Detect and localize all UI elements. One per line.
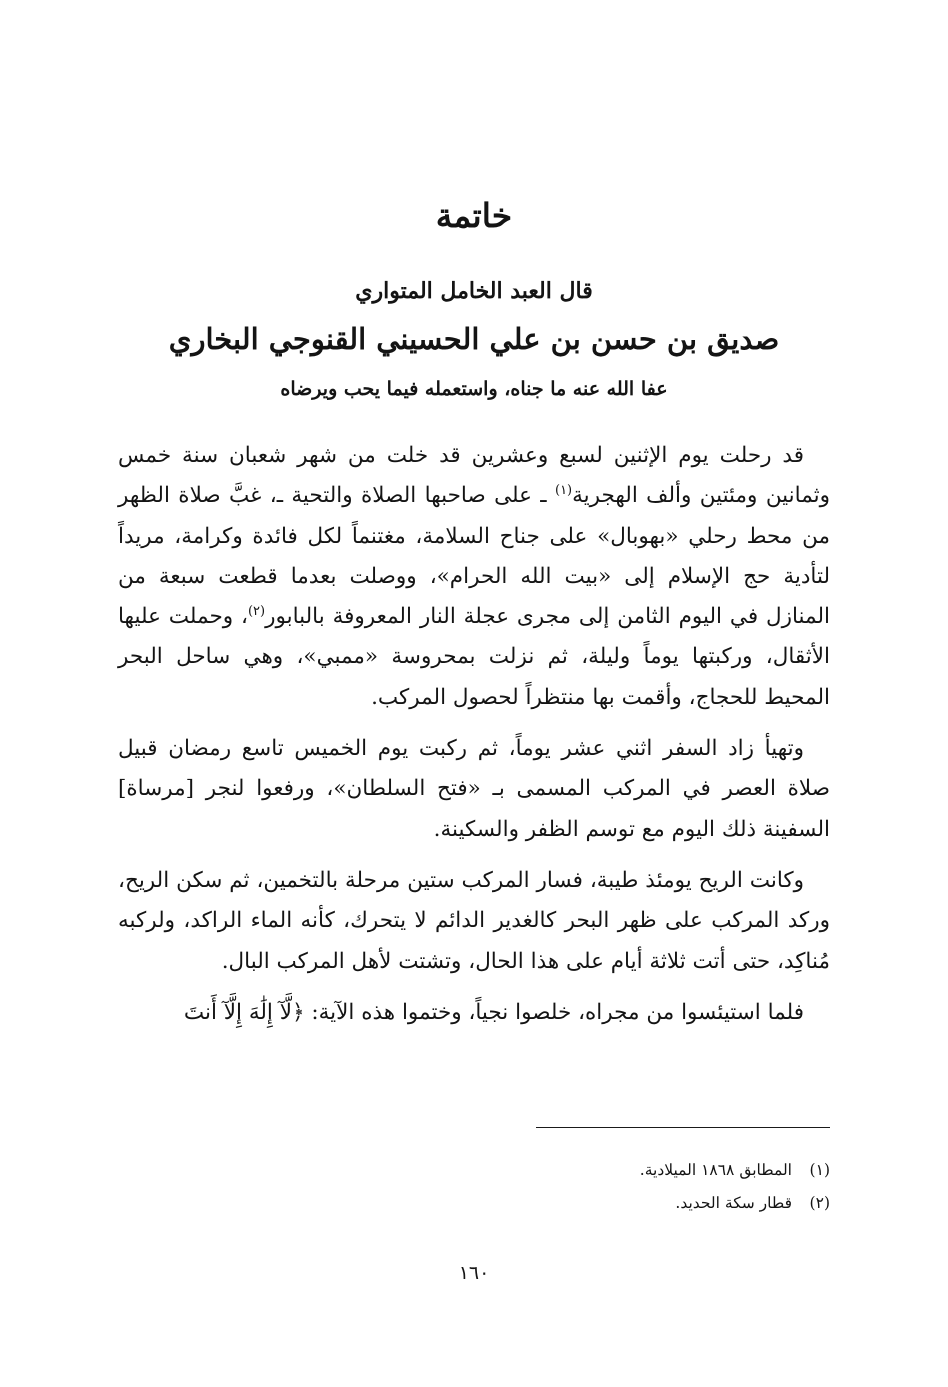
footnote-2-marker: (٢) xyxy=(809,1194,830,1212)
chapter-title: خاتمة xyxy=(435,196,513,235)
paragraph-1-part-a: قد رحلت يوم الإثنين لسبع وعشرين قد خلت من شهر شعبان سنة خمس وثمانين ومئتين وألف الهجرية xyxy=(118,443,830,509)
paragraph-1-part-c: ، وحملت عليها الأثقال، وركبتها يوماً وليلة، ثم نزلت بمحروسة «ممبي»، وهي ساحل البحر المحيط للحجاج، وأقمت بها منتظراً لحصول المركب. xyxy=(118,604,830,710)
footnote-ref-1: (١) xyxy=(554,483,573,499)
main-text xyxy=(118,436,830,1033)
paragraph-1-part-b: ـ على صاحبها الصلاة والتحية ـ، غبَّ صلاة الظهر من محط رحلي «بهوبال» على جناح السلامة، مغتنماً لكل فائدة وكرامة، مريداً لتأدية حج الإسلام إلى «بيت الله الحرام»، ووصلت بعدما قطعت سبعة من المنازل في اليوم الثامن إلى مجرى عجلة النار المعروفة بالبابور xyxy=(118,483,830,630)
author-intro-line: قال العبد الخامل المتواري xyxy=(355,278,593,304)
footnote-separator xyxy=(536,1127,830,1128)
paragraph-3: وكانت الريح يومئذ طيبة، فسار المركب ستين مرحلة بالتخمين، ثم سكن الريح، وركد المركب على ظهر البحر كالغدير الدائم لا يتحرك، كأنه الماء الراكد، ولركبه مُناكِد، حتى أتت ثلاثة أيام على هذا الحال، وتشتت لأهل المركب البال. xyxy=(118,867,830,974)
author-supplication: عفا الله عنه ما جناه، واستعمله فيما يحب ويرضاه xyxy=(280,378,668,400)
footnote-1 xyxy=(118,1154,830,1187)
paragraph-1 xyxy=(118,436,830,718)
page-number: ١٦٠ xyxy=(458,1262,490,1284)
paragraph-2: وتهيأ زاد السفر اثني عشر يوماً، ثم ركبت يوم الخميس تاسع رمضان قبيل صلاة العصر في المركب المسمى بـ «فتح السلطان»، ورفعوا لنجر [مرساة] السفينة ذلك اليوم مع توسم الظفر والسكينة. xyxy=(118,736,830,842)
footnote-1-text: المطابق ١٨٦٨ الميلادية. xyxy=(639,1161,792,1179)
footnote-ref-2: (٢) xyxy=(247,604,266,620)
footnote-2-text: قطار سكة الحديد. xyxy=(675,1194,792,1212)
paragraph-4: فلما استيئسوا من مجراه، خلصوا نجياً، وختموا هذه الآية: ﴿لَّآ إِلَٰهَ إِلَّآ أَنتَ xyxy=(183,999,804,1025)
footnote-1-marker: (١) xyxy=(809,1161,830,1179)
footnote-2 xyxy=(118,1187,830,1220)
author-name: صديق بن حسن بن علي الحسيني القنوجي البخاري xyxy=(168,322,780,356)
footnotes xyxy=(118,1154,830,1220)
